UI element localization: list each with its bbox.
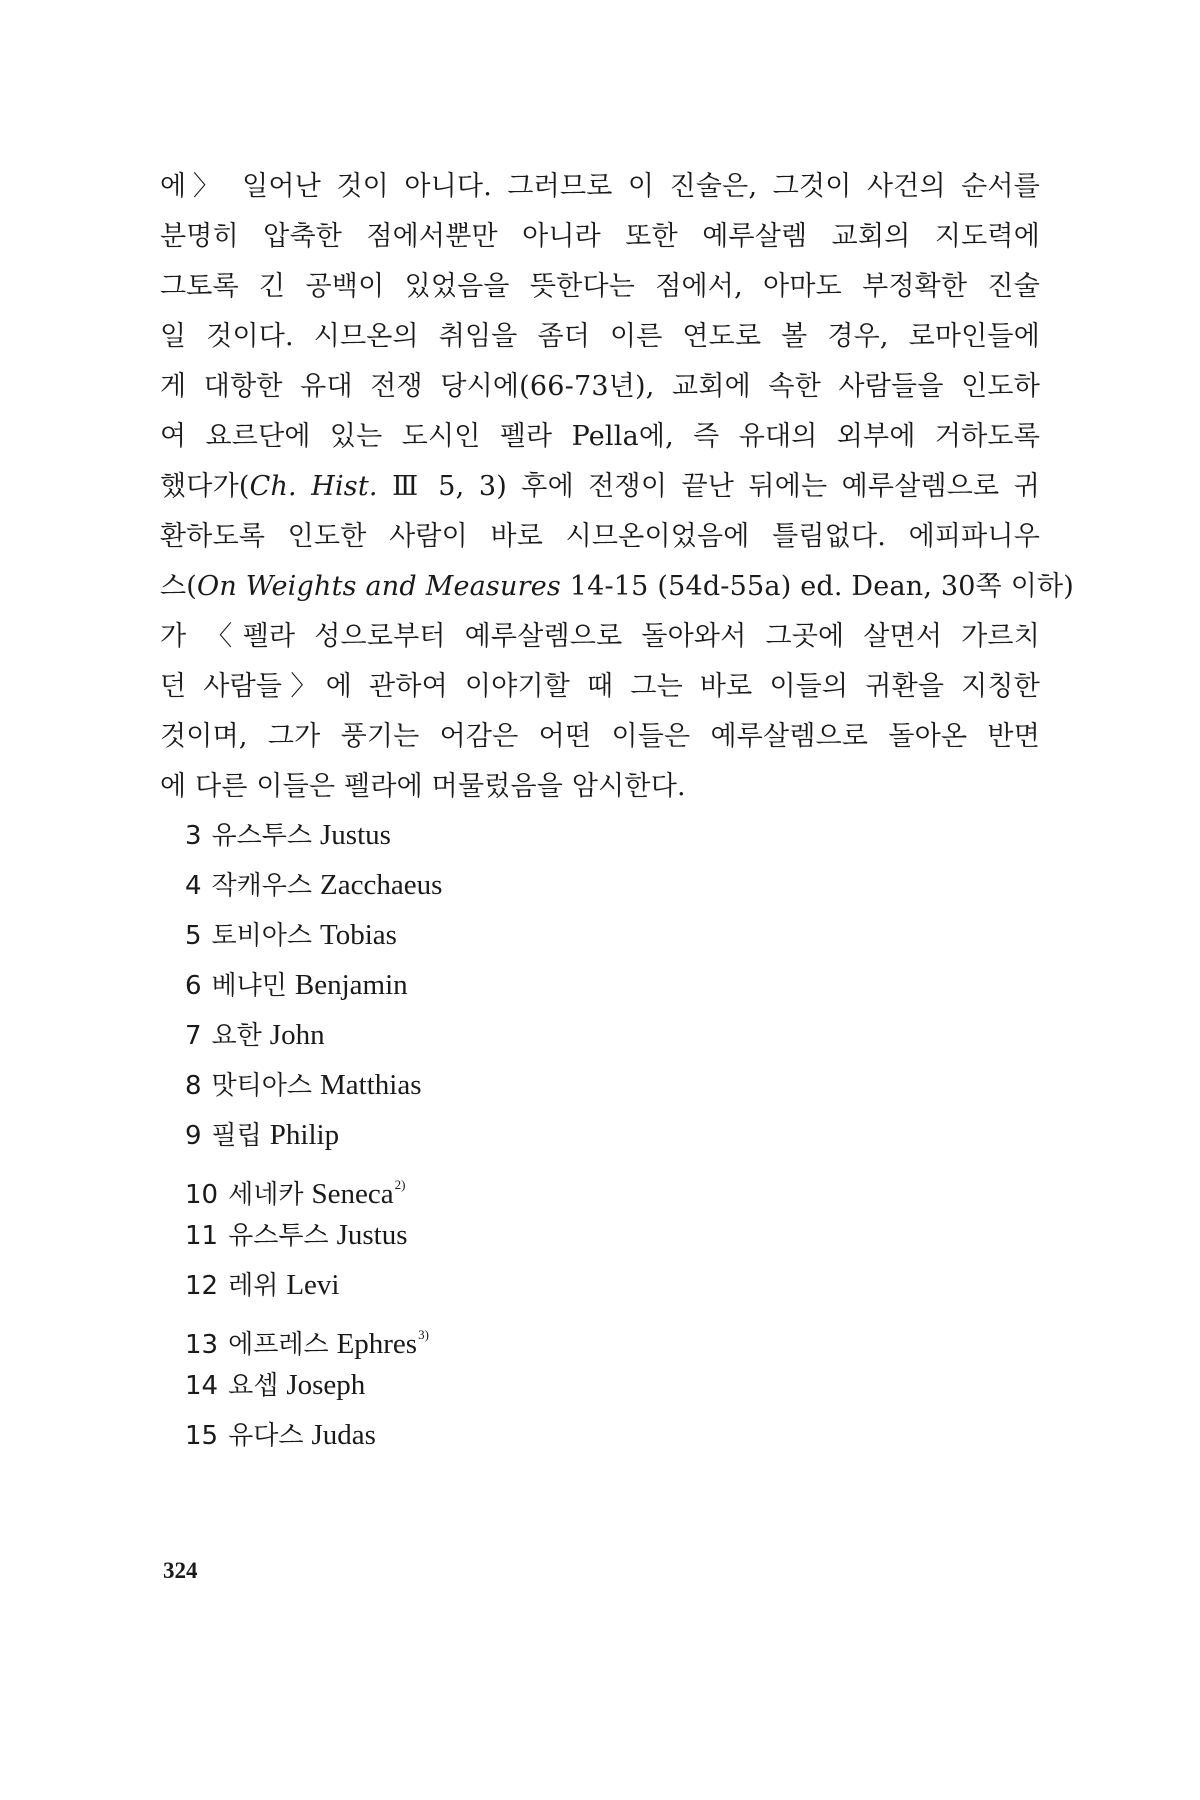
line-text: 스( <box>160 571 198 602</box>
list-item-latin-name: Judas <box>311 1419 376 1451</box>
list-item-korean-name: 필립 <box>211 1121 262 1151</box>
list-item <box>185 1060 442 1110</box>
list-item <box>185 810 442 860</box>
list-item-korean-name: 베냐민 <box>211 971 287 1001</box>
bishops-list <box>185 810 442 1460</box>
list-item-number: 11 <box>185 1221 219 1251</box>
list-item-latin-name: Ephres <box>336 1328 418 1360</box>
list-item-latin-name: Levi <box>286 1269 340 1301</box>
list-item-latin-name: Joseph <box>286 1369 366 1401</box>
list-item-number: 5 <box>185 921 202 951</box>
list-item-number: 7 <box>185 1021 202 1051</box>
paragraph-line: 환하도록 인도한 사람이 바로 시므온이었음에 틀림없다. 에피파니우 <box>160 521 1040 552</box>
line-text: Ⅲ 5, 3) 후에 전쟁이 끝난 뒤에는 예루살렘으로 귀 <box>377 471 1040 502</box>
list-item-latin-name: Philip <box>269 1119 340 1151</box>
page-number: 324 <box>163 1558 198 1583</box>
paragraph-line: 분명히 압축한 점에서뿐만 아니라 또한 예루살렘 교회의 지도력에 <box>160 221 1040 252</box>
list-item-korean-name: 에프레스 <box>228 1330 329 1360</box>
paragraph-line: 에〉 일어난 것이 아니다. 그러므로 이 진술은, 그것이 사건의 순서를 <box>160 171 1040 202</box>
list-item-korean-name: 레위 <box>228 1271 279 1301</box>
list-item <box>185 1310 442 1360</box>
list-item-korean-name: 작캐우스 <box>211 871 313 901</box>
list-item-korean-name: 맛티아스 <box>211 1071 313 1101</box>
list-item-korean-name: 유스투스 <box>228 1221 329 1251</box>
list-item <box>185 1160 442 1210</box>
list-item-number: 4 <box>185 871 202 901</box>
list-item-number: 3 <box>185 821 202 851</box>
line-text: 했다가( <box>160 471 250 502</box>
list-item <box>185 1260 442 1310</box>
list-item-latin-name: Tobias <box>320 919 397 951</box>
list-item-korean-name: 토비아스 <box>211 921 313 951</box>
paragraph-line: 가 〈펠라 성으로부터 예루살렘으로 돌아와서 그곳에 살면서 가르치 <box>160 621 1040 652</box>
paragraph-line: 던 사람들〉에 관하여 이야기할 때 그는 바로 이들의 귀환을 지칭한 <box>160 671 1040 702</box>
list-item-number: 10 <box>185 1180 219 1210</box>
list-item <box>185 1410 442 1460</box>
paragraph-line: 에 다른 이들은 펠라에 머물렀음을 암시한다. <box>160 771 686 802</box>
list-item <box>185 860 442 910</box>
list-item-number: 8 <box>185 1071 202 1101</box>
list-item-number: 13 <box>185 1330 219 1360</box>
list-item-korean-name: 유다스 <box>228 1421 304 1451</box>
list-item-latin-name: Matthias <box>320 1069 422 1101</box>
list-item-korean-name: 유스투스 <box>211 821 313 851</box>
line-text: 14-15 (54d-55a) ed. Dean, 30쪽 이하) <box>560 571 1075 602</box>
citation-title-italic: On Weights and Measures <box>197 571 561 602</box>
list-item <box>185 1360 442 1410</box>
paragraph-line <box>160 562 1075 612</box>
list-item <box>185 1210 442 1260</box>
list-item-number: 14 <box>185 1371 219 1401</box>
paragraph-line: 일 것이다. 시므온의 취임을 좀더 이른 연도로 볼 경우, 로마인들에 <box>160 321 1040 352</box>
list-item-number: 15 <box>185 1421 219 1451</box>
footnote-marker[interactable]: 2) <box>394 1177 406 1192</box>
list-item <box>185 1010 442 1060</box>
paragraph-line: 여 요르단에 있는 도시인 펠라 Pella에, 즉 유대의 외부에 거하도록 <box>160 421 1040 452</box>
paragraph-line: 그토록 긴 공백이 있었음을 뜻한다는 점에서, 아마도 부정확한 진술 <box>160 271 1040 302</box>
footnote-marker[interactable]: 3) <box>418 1327 429 1342</box>
list-item <box>185 1110 442 1160</box>
paragraph-line <box>160 462 1040 512</box>
list-item-korean-name: 요한 <box>211 1021 262 1051</box>
list-item-number: 6 <box>185 971 202 1001</box>
list-item <box>185 960 442 1010</box>
paragraph-line: 것이며, 그가 풍기는 어감은 어떤 이들은 예루살렘으로 돌아온 반면 <box>160 721 1040 752</box>
list-item-latin-name: Justus <box>320 819 391 851</box>
citation-title-italic: Ch. Hist. <box>249 471 378 502</box>
list-item-number: 12 <box>185 1271 219 1301</box>
paragraph-line: 게 대항한 유대 전쟁 당시에(66-73년), 교회에 속한 사람들을 인도하 <box>160 371 1040 402</box>
list-item <box>185 910 442 960</box>
list-item-latin-name: Zacchaeus <box>320 869 443 901</box>
list-item-number: 9 <box>185 1121 202 1151</box>
list-item-latin-name: Justus <box>336 1219 408 1251</box>
list-item-korean-name: 세네카 <box>228 1180 304 1210</box>
list-item-korean-name: 요셉 <box>228 1371 279 1401</box>
list-item-latin-name: Benjamin <box>294 969 408 1001</box>
body-paragraph <box>160 162 1075 812</box>
list-item-latin-name: John <box>269 1019 325 1051</box>
list-item-latin-name: Seneca <box>311 1178 394 1210</box>
